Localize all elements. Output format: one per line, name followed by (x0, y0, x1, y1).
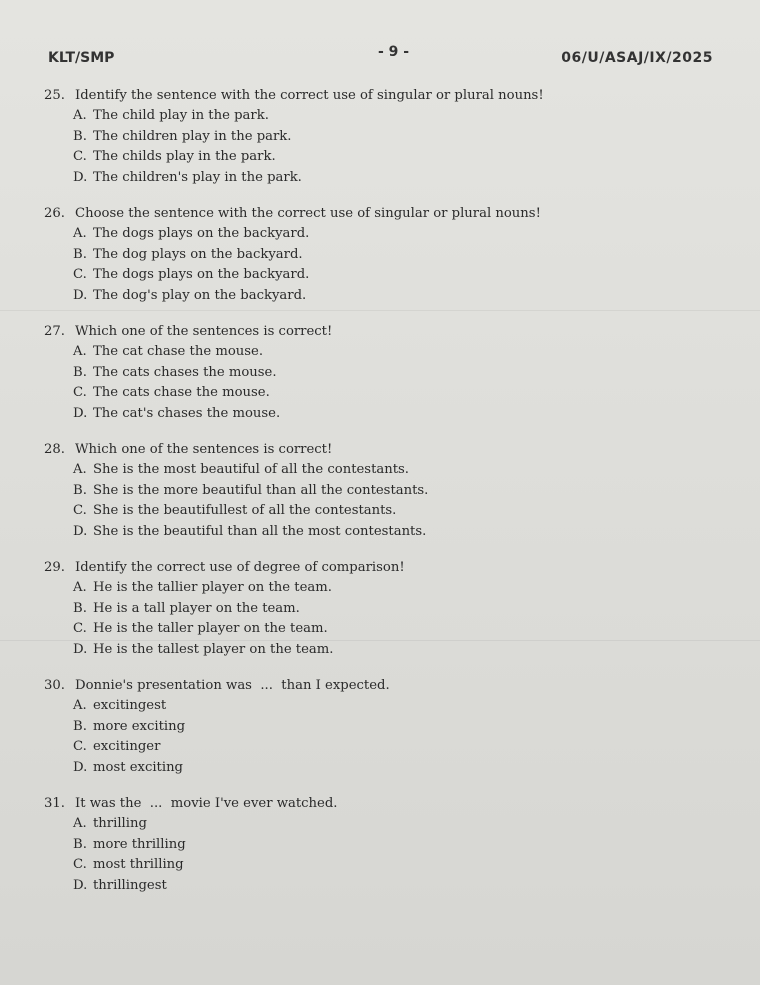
option-text: The cat's chases the mouse. (93, 405, 281, 421)
answer-option-a (73, 106, 704, 127)
question-27 (44, 322, 704, 424)
option-text: excitinger (93, 739, 161, 754)
question-stem (44, 322, 704, 342)
question-30 (44, 676, 704, 778)
answer-option-d (73, 404, 704, 425)
answer-option-b (73, 599, 704, 620)
option-letter: D. (73, 169, 88, 185)
option-letter: C. (73, 739, 87, 754)
option-text: more thrilling (93, 836, 186, 852)
option-text: She is the beautiful than all the most contestants. (93, 523, 427, 539)
option-text: thrillingest (93, 877, 167, 893)
option-text: He is the taller player on the team. (93, 621, 328, 636)
question-31 (44, 794, 704, 896)
answer-option-d (73, 876, 704, 897)
answer-option-a (73, 696, 704, 717)
option-text: The children's play in the park. (93, 169, 302, 185)
question-stem (44, 676, 704, 696)
option-letter: D. (73, 287, 88, 303)
question-text: Identify the sentence with the correct use of singular or plural nouns! (75, 88, 544, 103)
answer-option-a (73, 460, 704, 481)
answer-option-c (73, 147, 704, 168)
answer-option-b (73, 481, 704, 502)
question-text: Choose the sentence with the correct use of singular or plural nouns! (75, 206, 541, 221)
question-number: 29. (44, 560, 65, 575)
option-letter: D. (73, 759, 88, 775)
option-text: The cat chase the mouse. (93, 344, 264, 359)
question-stem (44, 86, 704, 106)
option-letter: B. (73, 246, 87, 262)
option-letter: B. (73, 836, 87, 852)
option-letter: B. (73, 364, 87, 380)
question-text: It was the ... movie I've ever watched. (75, 796, 338, 811)
option-text: The dog plays on the backyard. (93, 246, 303, 262)
option-text: He is the tallier player on the team. (93, 580, 332, 595)
option-letter: A. (73, 816, 87, 831)
option-letter: C. (73, 621, 87, 636)
question-stem (44, 204, 704, 224)
answer-option-d (73, 522, 704, 543)
option-text: She is the beautifullest of all the contestants. (93, 503, 397, 518)
question-number: 28. (44, 442, 65, 457)
option-text: excitingest (93, 698, 167, 713)
answer-option-b (73, 363, 704, 384)
option-text: The dog's play on the backyard. (93, 287, 307, 303)
option-text: most exciting (93, 759, 184, 775)
answer-option-c (73, 501, 704, 522)
option-text: The dogs plays on the backyard. (93, 226, 310, 241)
option-text: more exciting (93, 718, 186, 734)
question-26 (44, 204, 704, 306)
question-25 (44, 86, 704, 188)
question-text: Which one of the sentences is correct! (75, 442, 333, 457)
option-letter: B. (73, 128, 87, 144)
answer-option-d (73, 286, 704, 307)
page-header (48, 44, 713, 72)
option-text: She is the most beautiful of all the contestants. (93, 462, 409, 477)
option-text: The cats chase the mouse. (93, 385, 270, 400)
option-text: She is the more beautiful than all the contestants. (93, 482, 429, 498)
option-letter: D. (73, 405, 88, 421)
question-number: 25. (44, 88, 65, 103)
option-letter: A. (73, 344, 87, 359)
option-letter: B. (73, 482, 87, 498)
answer-option-b (73, 717, 704, 738)
option-text: He is the tallest player on the team. (93, 641, 334, 657)
option-text: The child play in the park. (93, 108, 269, 123)
question-number: 26. (44, 206, 65, 221)
option-letter: C. (73, 857, 87, 872)
option-text: The dogs plays on the backyard. (93, 267, 310, 282)
question-number: 27. (44, 324, 65, 339)
question-number: 30. (44, 678, 65, 693)
question-text: Identify the correct use of degree of comparison! (75, 560, 405, 575)
option-letter: C. (73, 149, 87, 164)
header-exam-code: 06/U/ASAJ/IX/2025 (561, 50, 713, 66)
answer-option-b (73, 245, 704, 266)
question-text: Which one of the sentences is correct! (75, 324, 333, 339)
answer-option-c (73, 383, 704, 404)
question-list (44, 86, 704, 912)
question-number: 31. (44, 796, 65, 811)
option-letter: A. (73, 698, 87, 713)
option-letter: A. (73, 462, 87, 477)
option-letter: C. (73, 503, 87, 518)
option-text: most thrilling (93, 857, 184, 872)
option-letter: D. (73, 523, 88, 539)
question-stem (44, 794, 704, 814)
option-letter: C. (73, 267, 87, 282)
answer-option-d (73, 168, 704, 189)
option-letter: D. (73, 877, 88, 893)
question-stem (44, 440, 704, 460)
header-school-code: KLT/SMP (48, 50, 115, 66)
option-letter: C. (73, 385, 87, 400)
question-29 (44, 558, 704, 660)
option-letter: B. (73, 718, 87, 734)
option-text: The childs play in the park. (93, 149, 276, 164)
option-letter: B. (73, 600, 87, 616)
answer-option-d (73, 758, 704, 779)
answer-option-a (73, 814, 704, 835)
page-number: - 9 - (378, 44, 410, 60)
answer-option-c (73, 855, 704, 876)
answer-option-c (73, 265, 704, 286)
answer-option-b (73, 127, 704, 148)
option-text: The children play in the park. (93, 128, 292, 144)
option-text: He is a tall player on the team. (93, 600, 300, 616)
option-letter: A. (73, 580, 87, 595)
question-text: Donnie's presentation was ... than I expected. (75, 678, 390, 693)
question-28 (44, 440, 704, 542)
answer-option-c (73, 737, 704, 758)
answer-option-c (73, 619, 704, 640)
option-letter: D. (73, 641, 88, 657)
answer-option-a (73, 342, 704, 363)
question-stem (44, 558, 704, 578)
answer-option-a (73, 578, 704, 599)
option-letter: A. (73, 226, 87, 241)
answer-option-a (73, 224, 704, 245)
answer-option-d (73, 640, 704, 661)
option-text: The cats chases the mouse. (93, 364, 277, 380)
option-text: thrilling (93, 816, 147, 831)
option-letter: A. (73, 108, 87, 123)
answer-option-b (73, 835, 704, 856)
